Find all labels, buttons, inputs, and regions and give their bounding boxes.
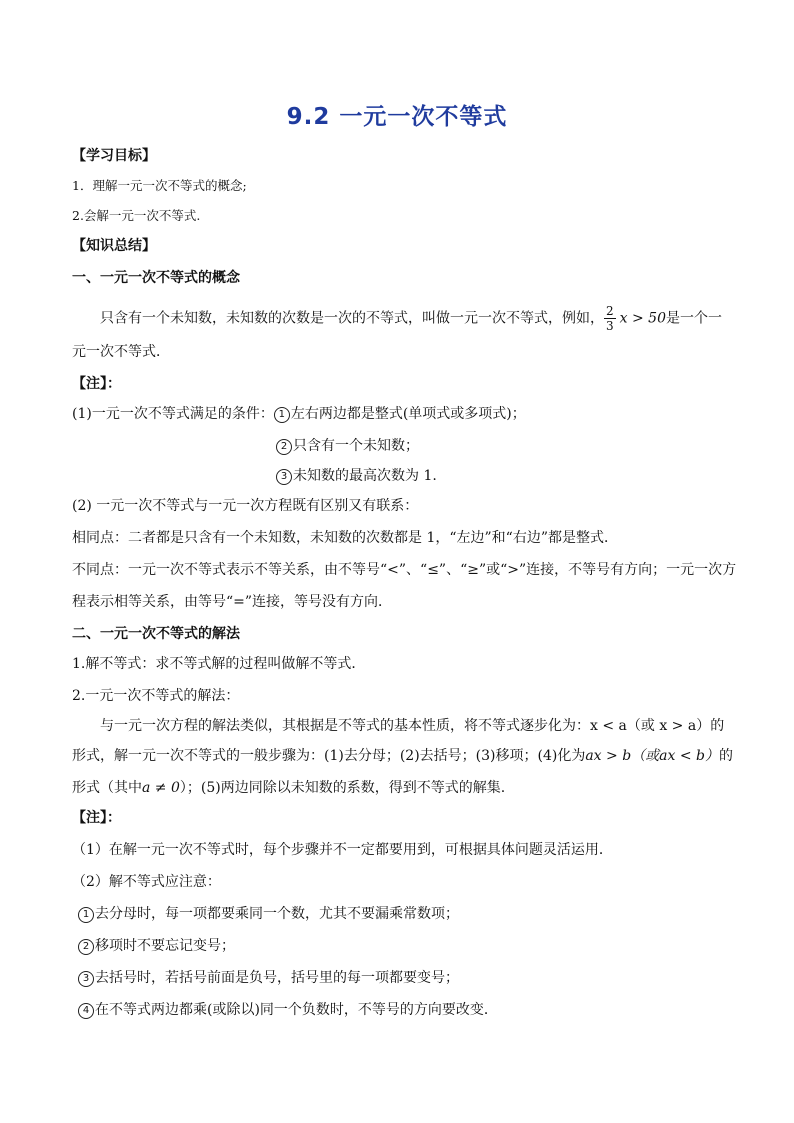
fraction-numerator: 2: [606, 304, 614, 318]
note-label-2: 【注】：: [72, 810, 121, 826]
definition-text-end: 是一个一: [665, 310, 722, 327]
circled-number: 4: [78, 1003, 94, 1019]
caution-4-text: 在不等式两边都乘(或除以)同一个负数时，不等号的方向要改变．: [95, 1002, 498, 1018]
circled-number: 1: [274, 407, 290, 423]
difference-text: 不同点：一元一次不等式表示不等关系，由不等号“<”、“≤”、“≥”或“>”连接，不等号有方向；一元一次方: [72, 562, 737, 578]
condition-3: 未知数的最高次数为 1.: [293, 468, 437, 484]
summary-heading: 【知识总结】: [72, 238, 156, 254]
section-1-title: 一、一元一次不等式的概念: [72, 270, 240, 286]
note-label-1: 【注】：: [72, 376, 121, 392]
definition-paragraph: [100, 304, 722, 333]
fraction: [604, 304, 616, 333]
similarity-text: 相同点：二者都是只含有一个未知数，未知数的次数都是 1，“左边”和“右边”都是整式．: [72, 530, 618, 546]
page-title: 9.2 一元一次不等式: [286, 104, 508, 130]
caution-2: [78, 936, 235, 956]
condition-line-3: [276, 466, 437, 486]
goals-heading: 【学习目标】: [72, 148, 156, 164]
circled-number: 2: [276, 439, 292, 455]
caution-3: [78, 968, 459, 988]
method-paragraph-line-2: [72, 746, 733, 766]
method-paragraph-line-1: 与一元一次方程的解法类似，其根据是不等式的基本性质，将不等式逐步化为：x < a（或 x > a）的: [100, 718, 725, 734]
method-condition-end: ）；(5)两边同除以未知数的系数，得到不等式的解集.: [179, 780, 506, 796]
goal-item-2: 2.会解一元一次不等式.: [72, 208, 201, 223]
condition-line-1: [72, 404, 526, 424]
difference-text-continued: 程表示相等关系，由等号“=”连接，等号没有方向．: [72, 594, 393, 610]
method-condition: 形式（其中: [72, 780, 142, 796]
caution-1-text: 去分母时，每一项都要乘同一个数，尤其不要漏乘常数项；: [95, 906, 459, 922]
solve-method-heading: 2.一元一次不等式的解法：: [72, 688, 240, 704]
caution-1: [78, 904, 459, 924]
caution-4: [78, 1000, 498, 1020]
circled-number: 2: [78, 939, 94, 955]
standard-form: ax > b（或ax < b）: [585, 748, 719, 764]
nonzero-condition: a ≠ 0: [142, 780, 180, 796]
method-paragraph-line-3: [72, 778, 505, 798]
note-1: （1）在解一元一次不等式时，每个步骤并不一定都要用到，可根据具体问题灵活运用．: [72, 842, 613, 858]
circled-number: 3: [276, 469, 292, 485]
inequality-example: x > 50: [619, 310, 666, 327]
method-steps: 形式，解一元一次不等式的一般步骤为：(1)去分母；(2)去括号；(3)移项；(4)化为: [72, 748, 586, 764]
goal-item-1: 1．理解一元一次不等式的概念;: [72, 178, 247, 193]
definition-text: 只含有一个未知数，未知数的次数是一次的不等式，叫做一元一次不等式，例如，: [100, 310, 604, 327]
relation-intro: (2) 一元一次不等式与一元一次方程既有区别又有联系：: [72, 498, 419, 514]
condition-intro: (1)一元一次不等式满足的条件：: [72, 406, 274, 422]
condition-2: 只含有一个未知数；: [293, 438, 419, 454]
caution-2-text: 移项时不要忘记变号；: [95, 938, 235, 954]
condition-line-2: [276, 436, 419, 456]
section-2-title: 二、一元一次不等式的解法: [72, 626, 240, 642]
circled-number: 1: [78, 907, 94, 923]
method-steps-end: 的: [719, 748, 733, 764]
solve-definition: 1.解不等式：求不等式解的过程叫做解不等式．: [72, 656, 366, 672]
definition-continued: 元一次不等式．: [72, 344, 170, 360]
fraction-denominator: 3: [606, 319, 614, 333]
note-2: （2）解不等式应注意：: [72, 874, 221, 890]
circled-number: 3: [78, 971, 94, 987]
condition-1: 左右两边都是整式(单项式或多项式)；: [290, 406, 526, 422]
caution-3-text: 去括号时，若括号前面是负号，括号里的每一项都要变号；: [95, 970, 459, 986]
